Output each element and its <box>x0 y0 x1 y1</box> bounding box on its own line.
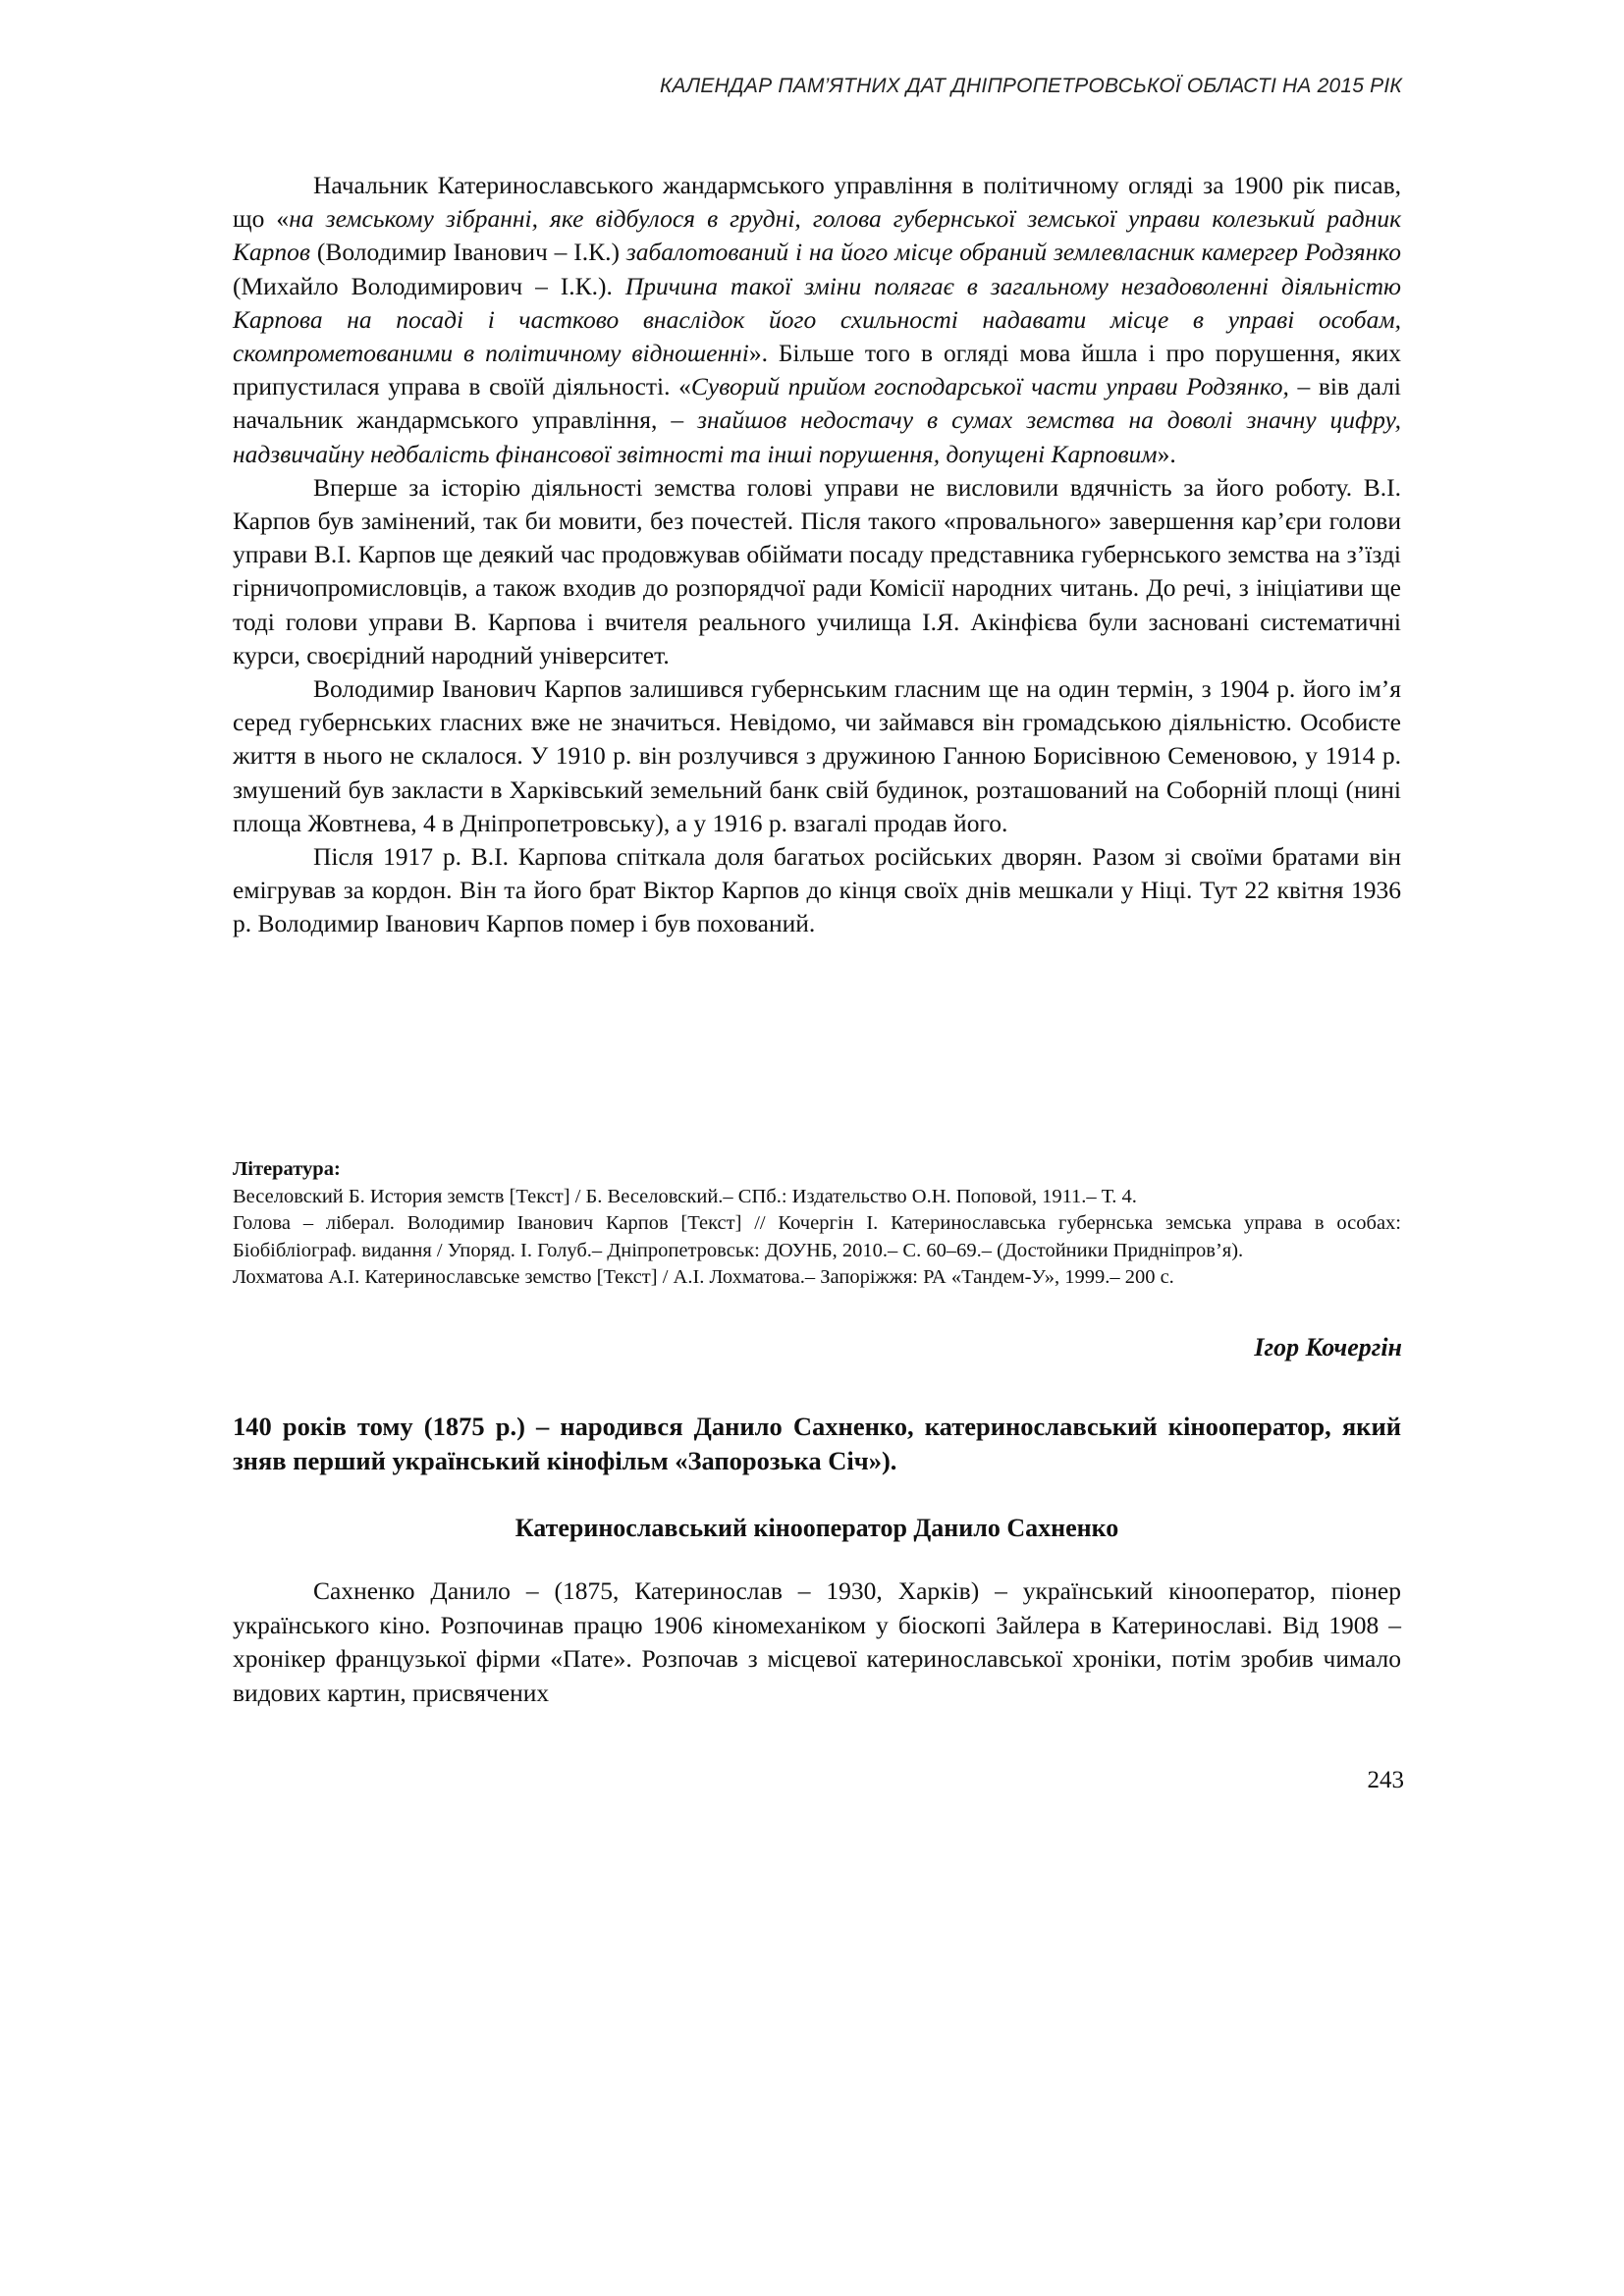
paragraph-2: Вперше за історію діяльності земства голові управи не висловили вдячність за його роботу. В.І. Карпов був замінений, так би мовити, без почестей. Після такого «провального» завершення кар’єри голови управи В.І. Карпов ще деякий час продовжував обіймати посаду представника губернського земства на з’їзді гірничопромисловців, а також входив до розпорядчої ради Комісії народних читань. До речі, з ініціативи ще тоді голови управи В. Карпова і вчителя реального училища І.Я. Акінфієва були засновані систематичні курси, своєрідний народний університет. <box>233 472 1401 669</box>
text-segment: ». Більше того в огляді мова йшла і про порушення, яких припустилася управа в своїй діяльності. « <box>233 339 1401 401</box>
page-number: 243 <box>1367 1767 1404 1793</box>
paragraph-4: Після 1917 р. В.І. Карпова спіткала доля багатьох російських дворян. Разом зі своїми братами він емігрував за кордон. Він та його брат Віктор Карпов до кінця своїх днів мешкали у Ніці. Тут 22 квітня 1936 р. Володимир Іванович Карпов помер і був похований. <box>233 842 1401 938</box>
running-header: КАЛЕНДАР ПАМ’ЯТНИХ ДАТ ДНІПРОПЕТРОВСЬКОЇ ОБЛАСТІ НА 2015 РІК <box>659 75 1402 97</box>
event-heading: 140 років тому (1875 р.) – народився Данило Сахненко, катеринославський кінооператор, який зняв перший український кінофільм «Запорозька Січ»). <box>233 1412 1401 1475</box>
literature-item: Веселовский Б. История земств [Текст] / Б. Веселовский.– СПб.: Издательство О.Н. Поповой, 1911.– Т. 4. <box>233 1185 1137 1207</box>
paragraph: Сахненко Данило – (1875, Катеринослав – 1930, Харків) – український кінооператор, піонер українського кіно. Розпочинав працю 1906 кіномеханіком у біоскопі Зайлера в Катеринославі. Від 1908 – хронікер французької фірми «Пате». Розпочав з місцевої катеринославської хроніки, потім зробив чимало видових картин, присвячених <box>233 1576 1401 1707</box>
paragraph-1 <box>233 169 1401 471</box>
article-body <box>233 169 1401 941</box>
literature-section <box>233 1156 1401 1292</box>
literature-item: Лохматова А.І. Катеринославське земство [Текст] / А.І. Лохматова.– Запоріжжя: РА «Тандем-У», 1999.– 200 с. <box>233 1266 1174 1289</box>
text-segment: (Михайло Володимирович – І.К.). <box>233 271 625 300</box>
quote-italic: забалотований і на його місце обраний землевласник камергер Родзянко <box>625 238 1401 267</box>
paragraph-3: Володимир Іванович Карпов залишився губернським гласним ще на один термін, з 1904 р. його ім’я серед губернських гласних вже не значиться. Невідомо, чи займався він громадською діяльністю. Особисте життя в нього не склалося. У 1910 р. він розлучився з дружиною Ганною Борисівною Семеновою, у 1914 р. змушений був закласти в Харківський земельний банк свій будинок, розташований на Соборній площі (нині площа Жовтнева, 4 в Дніпропетровську), а у 1916 р. взагалі продав його. <box>233 674 1401 837</box>
text-segment: – вів далі начальник жандармського управління, – <box>233 372 1401 435</box>
literature-title: Література: <box>233 1158 341 1180</box>
text-segment: Начальник Катеринославського жандармського управління в політичному огляді за 1900 рік писав, що « <box>233 171 1401 234</box>
quote-italic: Причина такої зміни полягає в загальному незадоволенні діяльністю Карпова на посаді і частково внаслідок його схильності надавати місце в управі особам, скомпрометованими в політичному відношенні <box>233 271 1401 368</box>
literature-item: Голова – ліберал. Володимир Іванович Карпов [Текст] // Кочергін І. Катеринославська губернська земська управа в особах: Біобібліограф. видання / Упоряд. І. Голуб.– Дніпропетровськ: ДОУНБ, 2010.– С. 60–69.– (Достойники Придніпров’я). <box>233 1212 1401 1261</box>
quote-italic: Суворий прийом господарської части управи Родзянко, <box>690 372 1289 401</box>
quote-italic: знайшов недостачу в сумах земства на доволі значну цифру, надзвичайну недбалість фінансової звітності та інші порушення, допущені Карповим <box>233 405 1401 468</box>
article-2-body <box>233 1575 1401 1710</box>
article-title: Катеринославський кінооператор Данило Сахненко <box>514 1514 1119 1542</box>
author-signature: Ігор Кочергін <box>1254 1333 1402 1362</box>
text-segment: ». <box>1157 439 1176 468</box>
text-segment: (Володимир Іванович – І.К.) <box>310 238 626 267</box>
quote-italic: на земському зібранні, яке відбулося в грудні, голова губернської земської управи колезький радник Карпов <box>233 204 1401 267</box>
